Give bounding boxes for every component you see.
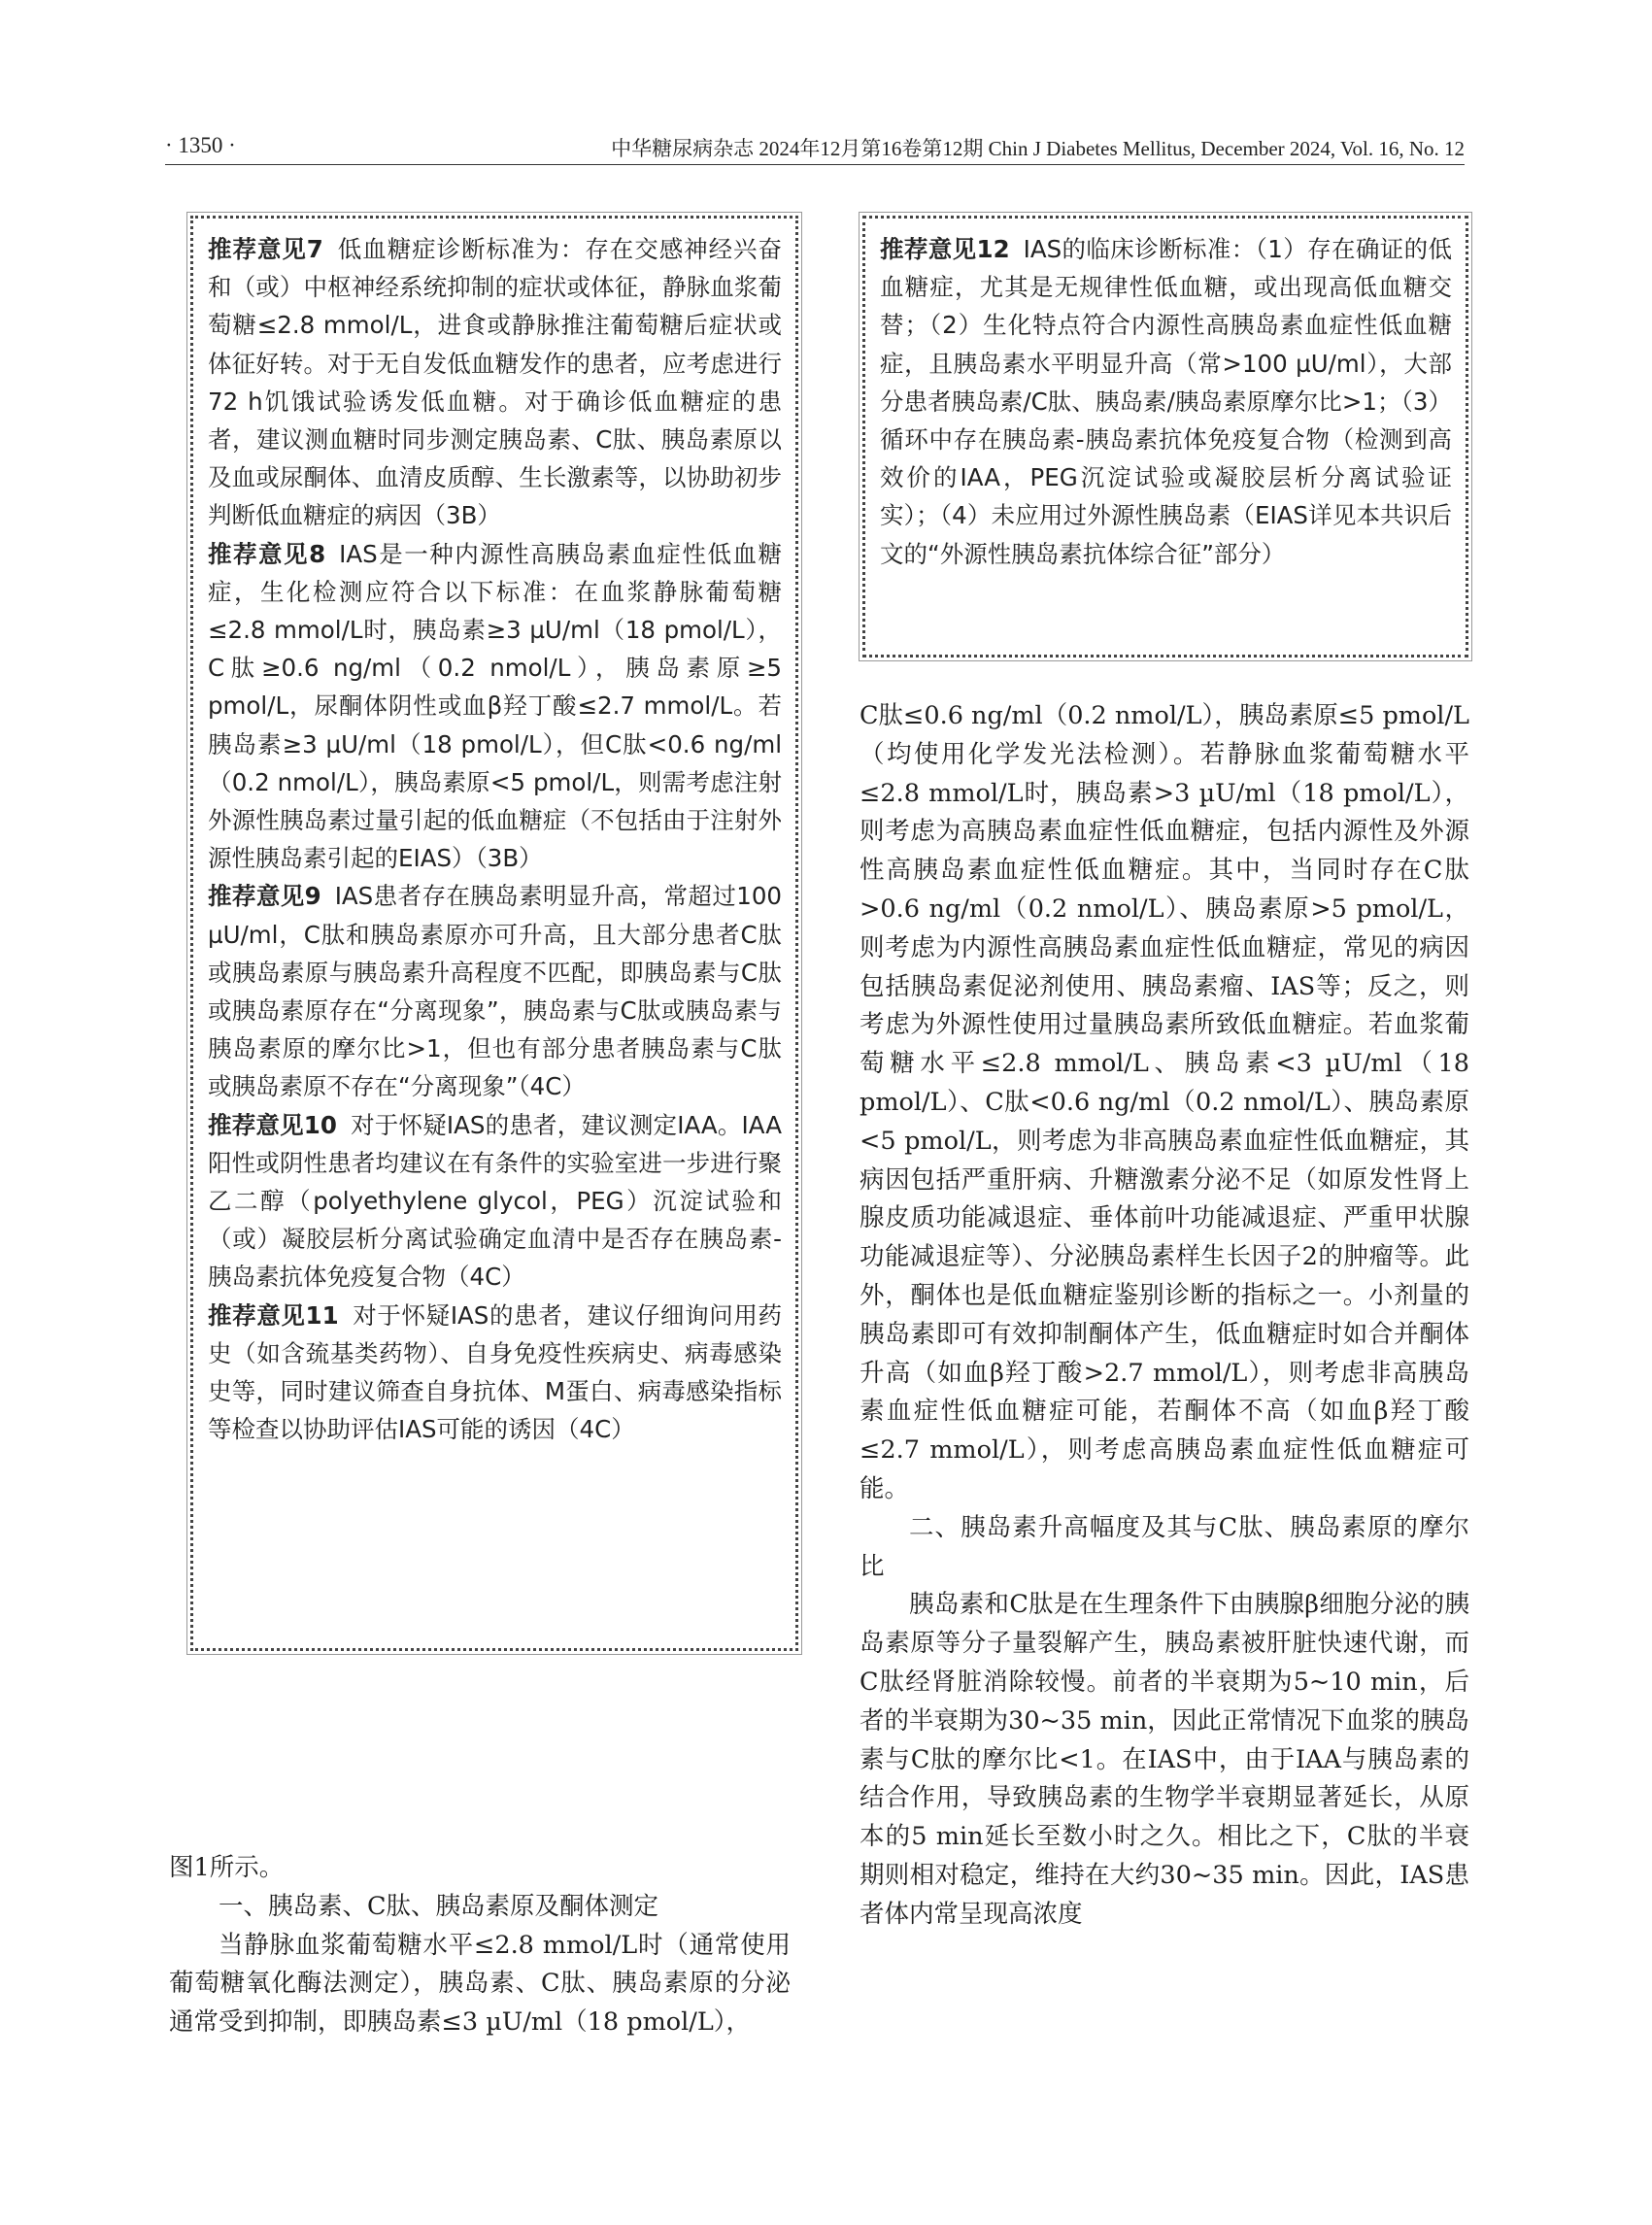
paragraph: 胰岛素和C肽是在生理条件下由胰腺β细胞分泌的胰岛素原等分子量裂解产生，胰岛素被肝脏快速代谢，而C肽经肾脏消除较慢。前者的半衰期为5~10 min，后者的半衰期为30~35 min，因此正常情况下血浆的胰岛素与C肽的摩尔比<1。在IAS中，由于IAA与胰岛素的结合作用，导致胰岛素的生物学半衰期显著延长，从原本的5 min延长至数小时之久。相比之下，C肽的半衰期则相对稳定，维持在大约30~35 min。因此，IAS患者体内常呈现高浓度 — [860, 1590, 1469, 1929]
section-heading: 二、胰岛素升高幅度及其与C肽、胰岛素原的摩尔比 — [860, 1512, 1469, 1581]
page-number: · 1350 · — [165, 133, 236, 157]
paragraph: C肽≤0.6 ng/ml（0.2 nmol/L），胰岛素原≤5 pmol/L（均使用化学发光法检测）。若静脉血浆葡萄糖水平≤2.8 mmol/L时，胰岛素>3 µU/ml（18 pmol/L），则考虑为高胰岛素血症性低血糖症，包括内源性及外源性高胰岛素血症性低血糖症。其中，当同时存在C肽>0.6 ng/ml（0.2 nmol/L）、胰岛素原>5 pmol/L，则考虑为内源性高胰岛素血症性低血糖症，常见的病因包括胰岛素促泌剂使用、胰岛素瘤、IAS等；反之，则考虑为外源性使用过量胰岛素所致低血糖症。若血浆葡萄糖水平≤2.8 mmol/L、胰岛素<3 µU/ml（18 pmol/L）、C肽<0.6 ng/ml（0.2 nmol/L）、胰岛素原<5 pmol/L，则考虑为非高胰岛素血症性低血糖症，其病因包括严重肝病、升糖激素分泌不足（如原发性肾上腺皮质功能减退症、垂体前叶功能减退症、严重甲状腺功能减退症等）、分泌胰岛素样生长因子2的肿瘤等。此外，酮体也是低血糖症鉴别诊断的指标之一。小剂量的胰岛素即可有效抑制酮体产生，低血糖症时如合并酮体升高（如血β羟丁酸>2.7 mmol/L），则考虑非高胰岛素血症性低血糖症可能，若酮体不高（如血β羟丁酸≤2.7 mmol/L），则考虑高胰岛素血症性低血糖症可能。 — [860, 701, 1469, 1503]
recommendation-label: 推荐意见7 — [208, 235, 323, 263]
recommendation-text: IAS是一种内源性高胰岛素血症性低血糖症，生化检测应符合以下标准：在血浆静脉葡萄糖≤2.8 mmol/L时，胰岛素≥3 µU/ml（18 pmol/L），C肽≥0.6 ng/ml（0.2 nmol/L），胰岛素原≥5 pmol/L，尿酮体阴性或血β羟丁酸≤2.7 mmol/L。若胰岛素≥3 µU/ml（18 pmol/L），但C肽<0.6 ng/ml（0.2 nmol/L），胰岛素原<5 pmol/L，则需考虑注射外源性胰岛素过量引起的低血糖症（不包括由于注射外源性胰岛素引起的EIAS）（3B） — [208, 539, 783, 873]
journal-citation: 中华糖尿病杂志 2024年12月第16卷第12期 Chin J Diabetes Mellitus, December 2024, Vol. 16, No. 12 — [611, 137, 1465, 160]
paragraph: 当静脉血浆葡萄糖水平≤2.8 mmol/L时（通常使用葡萄糖氧化酶法测定），胰岛素、C肽、胰岛素原的分泌通常受到抑制，即胰岛素≤3 µU/ml（18 pmol/L）， — [169, 1930, 791, 2038]
recommendation-text: 低血糖症诊断标准为：存在交感神经兴奋和（或）中枢神经系统抑制的症状或体征，静脉血浆葡萄糖≤2.8 mmol/L，进食或静脉推注葡萄糖后症状或体征好转。对于无自发低血糖发作的患者，应考虑进行72 h饥饿试验诱发低血糖。对于确诊低血糖症的患者，建议测血糖时同步测定胰岛素、C肽、胰岛素原以及血或尿酮体、血清皮质醇、生长激素等，以协助初步判断低血糖症的病因（3B） — [208, 235, 783, 530]
recommendation-10 — [208, 1106, 782, 1297]
recommendation-label: 推荐意见12 — [880, 235, 1010, 263]
recommendation-text: 对于怀疑IAS的患者，建议测定IAA。IAA阳性或阴性患者均建议在有条件的实验室进一步进行聚乙二醇（polyethylene glycol，PEG）沉淀试验和（或）凝胶层析分离试验确定血清中是否存在胰岛素-胰岛素抗体免疫复合物（4C） — [208, 1110, 782, 1292]
recommendation-box-right — [862, 216, 1468, 657]
recommendation-text: IAS患者存在胰岛素明显升高，常超过100 µU/ml，C肽和胰岛素原亦可升高，且大部分患者C肽或胰岛素原与胰岛素升高程度不匹配，即胰岛素与C肽或胰岛素原存在“分离现象”，胰岛素与C肽或胰岛素与胰岛素原的摩尔比>1，但也有部分患者胰岛素与C肽或胰岛素原不存在“分离现象”（4C） — [208, 882, 782, 1101]
recommendation-8 — [208, 535, 782, 878]
recommendation-label: 推荐意见10 — [208, 1110, 337, 1139]
recommendation-label: 推荐意见8 — [208, 539, 326, 568]
body-text-right-column — [860, 697, 1469, 1935]
recommendation-label: 推荐意见9 — [208, 882, 321, 911]
running-header — [165, 129, 1465, 164]
recommendation-9 — [208, 877, 782, 1105]
body-text-left-column — [169, 1849, 791, 2042]
recommendation-12 — [880, 230, 1452, 573]
recommendation-box-left — [190, 216, 798, 1651]
recommendation-11 — [208, 1297, 782, 1449]
recommendation-text: IAS的临床诊断标准：（1）存在确证的低血糖症，尤其是无规律性低血糖，或出现高低血糖交替；（2）生化特点符合内源性高胰岛素血症性低血糖症，且胰岛素水平明显升高（常>100 µU/ml），大部分患者胰岛素/C肽、胰岛素/胰岛素原摩尔比>1；（3）循环中存在胰岛素-胰岛素抗体免疫复合物（检测到高效价的IAA，PEG沉淀试验或凝胶层析分离试验证实）；（4）未应用过外源性胰岛素（EIAS详见本共识后文的“外源性胰岛素抗体综合征”部分） — [880, 235, 1452, 568]
recommendation-7 — [208, 230, 782, 535]
section-heading: 一、胰岛素、C肽、胰岛素原及酮体测定 — [219, 1891, 659, 1921]
recommendation-text: 对于怀疑IAS的患者，建议仔细询问用药史（如含巯基类药物）、自身免疫性疾病史、病毒感染史等，同时建议筛查自身抗体、M蛋白、病毒感染指标等检查以协助评估IAS可能的诱因（4C） — [208, 1300, 782, 1444]
paragraph: 图1所示。 — [169, 1853, 285, 1882]
recommendation-label: 推荐意见11 — [208, 1300, 339, 1330]
header-rule — [165, 164, 1465, 165]
